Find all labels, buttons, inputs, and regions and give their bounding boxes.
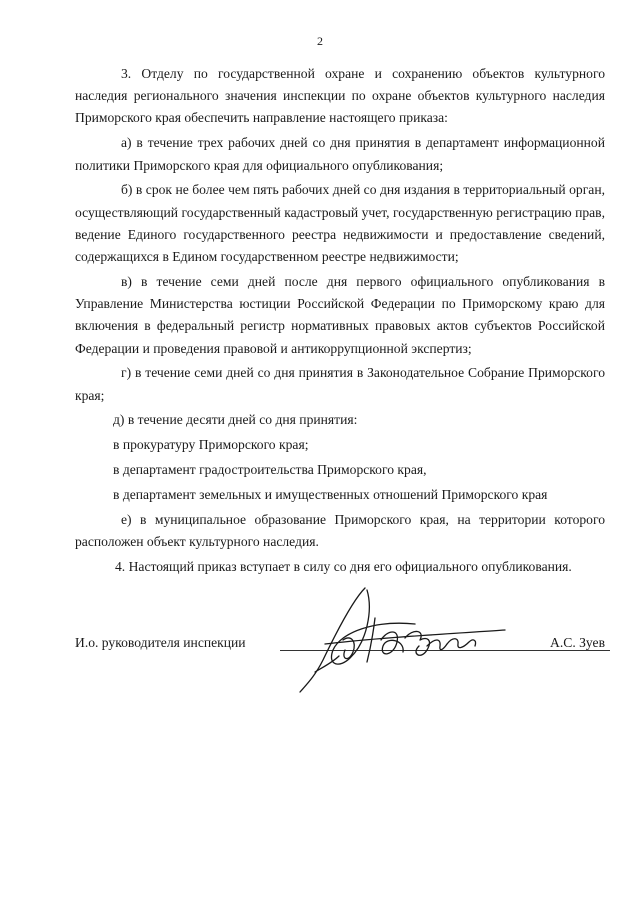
paragraph-3: 3. Отделу по государственной охране и сохранению объектов культурного наследия регионального значения инспекции по охране объектов культурного наследия Приморского края обеспечить направление настоящего приказа:: [75, 66, 605, 126]
signatory-title: И.о. руководителя инспекции: [75, 635, 246, 650]
paragraph-3e: е) в муниципальное образование Приморского края, на территории которого расположен объект культурного наследия.: [75, 512, 605, 550]
paragraph-3v: в) в течение семи дней после дня первого официального опубликования в Управление Министерства юстиции Российской Федерации по Приморскому краю для включения в федеральный регистр нормативных правовых актов субъектов Российской Федерации и проведения правовой и антикоррупционной экспертиз;: [75, 273, 605, 356]
signatory-name: А.С. Зуев: [550, 635, 605, 650]
paragraph-4: 4. Настоящий приказ вступает в силу со дня его официального опубликования.: [115, 559, 572, 575]
recipient-land-relations: в департамент земельных и имущественных отношений Приморского края: [113, 487, 548, 503]
paragraph-3g: г) в течение семи дней со дня принятия в Законодательное Собрание Приморского края;: [75, 365, 605, 403]
paragraph-3d: д) в течение десяти дней со дня принятия:: [113, 412, 358, 428]
handwritten-signature: [255, 580, 525, 700]
paragraph-3b: б) в срок не более чем пять рабочих дней со дня издания в территориальный орган, осуществляющий государственный кадастровый учет, государственную регистрацию прав, ведение Единого государственного реестра недвижимости и предоставление сведений, содержащихся в Едином государственном реестре недвижимости;: [75, 182, 605, 264]
document-body: [75, 63, 605, 581]
recipient-prosecutor: в прокуратуру Приморского края;: [113, 437, 309, 453]
page-number: 2: [317, 34, 323, 48]
paragraph-3a: а) в течение трех рабочих дней со дня принятия в департамент информационной политики Приморского края для официального опубликования;: [75, 135, 605, 173]
recipient-urban-planning: в департамент градостроительства Приморского края,: [113, 462, 427, 478]
